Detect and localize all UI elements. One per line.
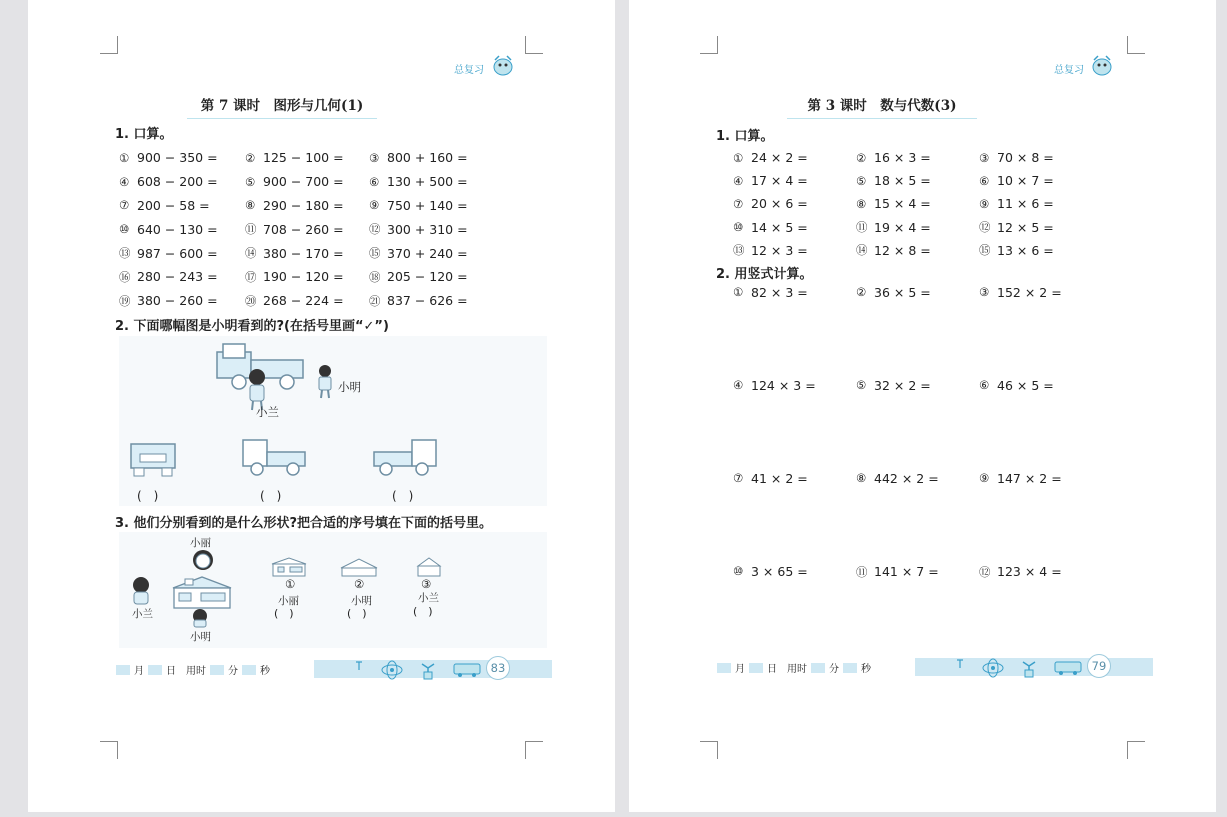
problem-expression: 640 − 130 = [137,221,218,237]
problem-item [979,471,1102,564]
question-1-title: 1. 口算。 [115,127,173,142]
problem-expression: 124 × 3 = [751,378,816,393]
problem-item [979,192,1102,215]
problem-number: ⑭ [245,246,257,261]
problem-expression: 36 × 5 = [874,285,931,300]
problem-number: ③ [979,150,990,165]
problem-item [733,471,856,564]
second-blank[interactable] [242,665,256,675]
lesson-title: 第 7 课时 图形与几何(1) [187,94,377,119]
problem-expression: 900 − 700 = [263,174,344,190]
problem-expression: 800 + 160 = [387,150,468,166]
problem-number: ① [119,150,130,165]
question-2-title: 2. 用竖式计算。 [716,267,813,282]
problem-item [733,192,856,215]
problem-expression: 18 × 5 = [874,173,931,189]
problem-item [856,169,979,192]
problem-number: ⑭ [856,243,868,258]
problem-expression: 70 × 8 = [997,150,1054,166]
truck-back-view-icon [128,440,178,478]
problem-item [979,239,1102,262]
mascot-icon [1089,54,1115,76]
problem-number: ⑪ [245,222,257,237]
mascot-icon [490,54,516,76]
page-footer [717,656,1153,678]
second-label: 秒 [260,666,270,677]
problem-item [856,216,979,239]
shape-option-2-icon [339,556,379,578]
minute-label: 分 [228,666,238,677]
problem-item [979,378,1102,471]
crop-mark [1127,36,1145,54]
problem-item [119,265,245,289]
month-label: 月 [735,664,745,675]
problem-number: ⑧ [245,198,256,213]
problem-expression: 17 × 4 = [751,173,808,189]
boy-figure-icon [314,364,336,400]
option-number: ① [285,577,296,591]
day-label: 日 [166,666,176,677]
problem-item [733,564,856,657]
problem-number: ㉑ [369,293,381,308]
month-blank[interactable] [717,663,731,673]
problem-number: ⑥ [979,173,990,188]
problem-expression: 14 × 5 = [751,219,808,235]
answer-blank[interactable]: ( ) [260,489,282,503]
problem-expression: 123 × 4 = [997,564,1062,579]
header-tag: 总复习 [454,65,484,76]
problem-number: ⑩ [733,564,744,578]
problem-number: ⑲ [119,293,131,308]
problem-number: ① [733,150,744,165]
problem-number: ⑬ [119,246,131,261]
problem-number: ⑤ [245,174,256,189]
problem-expression: 11 × 6 = [997,196,1054,212]
problem-item [369,265,493,289]
problem-expression: 15 × 4 = [874,196,931,212]
problem-item [119,170,245,194]
problem-expression: 268 − 224 = [263,293,344,309]
problem-item [856,285,979,378]
problem-item [119,194,245,218]
problem-expression: 32 × 2 = [874,378,931,393]
mental-math-grid [733,146,1102,262]
day-blank[interactable] [148,665,162,675]
problem-item [979,285,1102,378]
problem-item [369,289,493,313]
date-time-fields [116,662,270,677]
problem-item [856,564,979,657]
problem-item [245,194,369,218]
problem-number: ③ [369,150,380,165]
problem-number: ⑥ [369,174,380,189]
problem-number: ④ [119,174,130,189]
xiaolan-label: 小兰 [256,405,279,419]
illustration-views [119,336,547,506]
problem-expression: 12 × 5 = [997,219,1054,235]
answer-blank[interactable]: ( ) [274,607,294,620]
xiaoming-label: 小明 [190,631,211,643]
problem-number: ⑯ [119,269,131,284]
problem-number: ⑨ [369,198,380,213]
problem-item [245,217,369,241]
problem-number: ⑧ [856,196,867,211]
problem-item [733,378,856,471]
problem-expression: 125 − 100 = [263,150,344,166]
problem-expression: 380 − 260 = [137,293,218,309]
girl-figure-icon [129,576,155,606]
problem-expression: 12 × 3 = [751,242,808,258]
problem-number: ⑦ [733,196,744,211]
problem-number: ⑫ [979,220,991,235]
shape-option-1-icon [270,556,308,578]
problem-item [979,169,1102,192]
problem-number: ⑧ [856,471,867,485]
problem-number: ⑪ [856,220,868,235]
problem-number: ⑤ [856,378,867,392]
problem-expression: 442 × 2 = [874,471,939,486]
problem-expression: 300 + 310 = [387,221,468,237]
problem-item [369,170,493,194]
problem-expression: 24 × 2 = [751,150,808,166]
worksheet-page-79 [629,0,1216,812]
problem-expression: 147 × 2 = [997,471,1062,486]
question-1-title: 1. 口算。 [716,129,774,144]
problem-item [979,564,1102,657]
page-number: 79 [1087,654,1111,678]
shape-option-3-icon [415,556,443,578]
option-number: ③ [421,577,432,591]
problem-expression: 12 × 8 = [874,242,931,258]
bus-icon [1053,660,1083,676]
problem-number: ⑪ [856,565,868,579]
second-label: 秒 [861,664,871,675]
problem-item [979,146,1102,169]
girl-figure-icon [191,548,215,572]
problem-number: ② [856,285,867,299]
problem-item [979,216,1102,239]
problem-number: ② [856,150,867,165]
problem-number: ④ [733,378,744,392]
header-tag: 总复习 [1054,65,1084,76]
crop-mark [525,36,543,54]
crop-mark [700,36,718,54]
problem-item [119,241,245,265]
boy-figure-icon [190,608,210,628]
problem-item [245,289,369,313]
problem-item [733,146,856,169]
problem-number: ⑩ [733,220,744,235]
bus-icon [452,662,482,678]
problem-number: ④ [733,173,744,188]
problem-item [856,192,979,215]
problem-expression: 13 × 6 = [997,242,1054,258]
worksheet-page-83 [28,0,615,812]
problem-item [245,265,369,289]
problem-expression: 152 × 2 = [997,285,1062,300]
problem-number: ⑩ [119,222,130,237]
problem-number: ⑨ [979,196,990,211]
problem-number: ⑥ [979,378,990,392]
page-footer [116,658,552,680]
minute-blank[interactable] [210,665,224,675]
xiaoli-label: 小丽 [190,537,211,549]
problem-number: ① [733,285,744,299]
mental-math-grid [119,146,493,313]
problem-number: ⑫ [369,222,381,237]
question-3-title: 3. 他们分别看到的是什么形状?把合适的序号填在下面的括号里。 [115,516,493,531]
truck-side-view-right-icon [370,436,440,478]
problem-expression: 10 × 7 = [997,173,1054,189]
problem-item [245,241,369,265]
problem-number: ⑳ [245,293,257,308]
problem-number: ⑫ [979,565,991,579]
problem-number: ⑮ [979,243,991,258]
problem-number: ⑤ [856,173,867,188]
minute-blank[interactable] [811,663,825,673]
date-time-fields [717,660,871,675]
problem-expression: 19 × 4 = [874,219,931,235]
lesson-title: 第 3 课时 数与代数(3) [787,94,977,119]
option-viewer: 小明 [351,595,372,607]
problem-expression: 290 − 180 = [263,197,344,213]
problem-item [856,146,979,169]
problem-item [369,194,493,218]
answer-blank[interactable]: ( ) [137,489,159,503]
minute-label: 分 [829,664,839,675]
option-viewer: 小丽 [278,595,299,607]
problem-item [733,216,856,239]
problem-number: ⑰ [245,269,257,284]
problem-item [369,241,493,265]
crop-mark [100,741,118,759]
problem-item [119,289,245,313]
problem-item [733,239,856,262]
xiaoming-label: 小明 [338,380,361,394]
xiaolan-label: 小兰 [132,608,153,620]
month-label: 月 [134,666,144,677]
month-blank[interactable] [116,665,130,675]
problem-item [856,471,979,564]
atom-icon [348,658,458,680]
question-2-title: 2. 下面哪幅图是小明看到的?(在括号里画“✓”) [115,319,389,334]
problem-expression: 41 × 2 = [751,471,808,486]
problem-expression: 370 + 240 = [387,245,468,261]
problem-expression: 608 − 200 = [137,174,218,190]
problem-number: ⑬ [733,243,745,258]
time-used-label: 用时 [787,664,807,675]
problem-item [119,217,245,241]
problem-item [369,217,493,241]
problem-item [245,170,369,194]
problem-expression: 750 + 140 = [387,197,468,213]
second-blank[interactable] [843,663,857,673]
answer-blank[interactable]: ( ) [392,489,414,503]
problem-item [119,146,245,170]
problem-expression: 837 − 626 = [387,293,468,309]
problem-expression: 200 − 58 = [137,197,210,213]
answer-blank[interactable]: ( ) [413,605,433,618]
problem-item [733,285,856,378]
answer-blank[interactable]: ( ) [347,607,367,620]
problem-expression: 987 − 600 = [137,245,218,261]
option-viewer: 小兰 [418,592,439,604]
problem-number: ⑦ [733,471,744,485]
problem-number: ⑮ [369,246,381,261]
problem-number: ③ [979,285,990,299]
problem-number: ② [245,150,256,165]
problem-expression: 46 × 5 = [997,378,1054,393]
crop-mark [1127,741,1145,759]
problem-number: ⑱ [369,269,381,284]
problem-expression: 141 × 7 = [874,564,939,579]
vertical-calculation-grid [733,285,1102,657]
problem-expression: 380 − 170 = [263,245,344,261]
problem-expression: 130 + 500 = [387,174,468,190]
day-blank[interactable] [749,663,763,673]
crop-mark [525,741,543,759]
problem-expression: 708 − 260 = [263,221,344,237]
truck-side-view-left-icon [239,436,309,478]
problem-number: ⑨ [979,471,990,485]
crop-mark [100,36,118,54]
problem-expression: 3 × 65 = [751,564,808,579]
problem-item [856,378,979,471]
atom-icon [949,656,1059,678]
problem-expression: 205 − 120 = [387,269,468,285]
page-number: 83 [486,656,510,680]
problem-item [856,239,979,262]
problem-expression: 82 × 3 = [751,285,808,300]
problem-item [369,146,493,170]
time-used-label: 用时 [186,666,206,677]
crop-mark [700,741,718,759]
problem-expression: 16 × 3 = [874,150,931,166]
problem-expression: 20 × 6 = [751,196,808,212]
problem-item [245,146,369,170]
problem-item [733,169,856,192]
problem-number: ⑦ [119,198,130,213]
problem-expression: 900 − 350 = [137,150,218,166]
option-number: ② [354,577,365,591]
house-icon [171,574,233,610]
problem-expression: 190 − 120 = [263,269,344,285]
day-label: 日 [767,664,777,675]
problem-expression: 280 − 243 = [137,269,218,285]
